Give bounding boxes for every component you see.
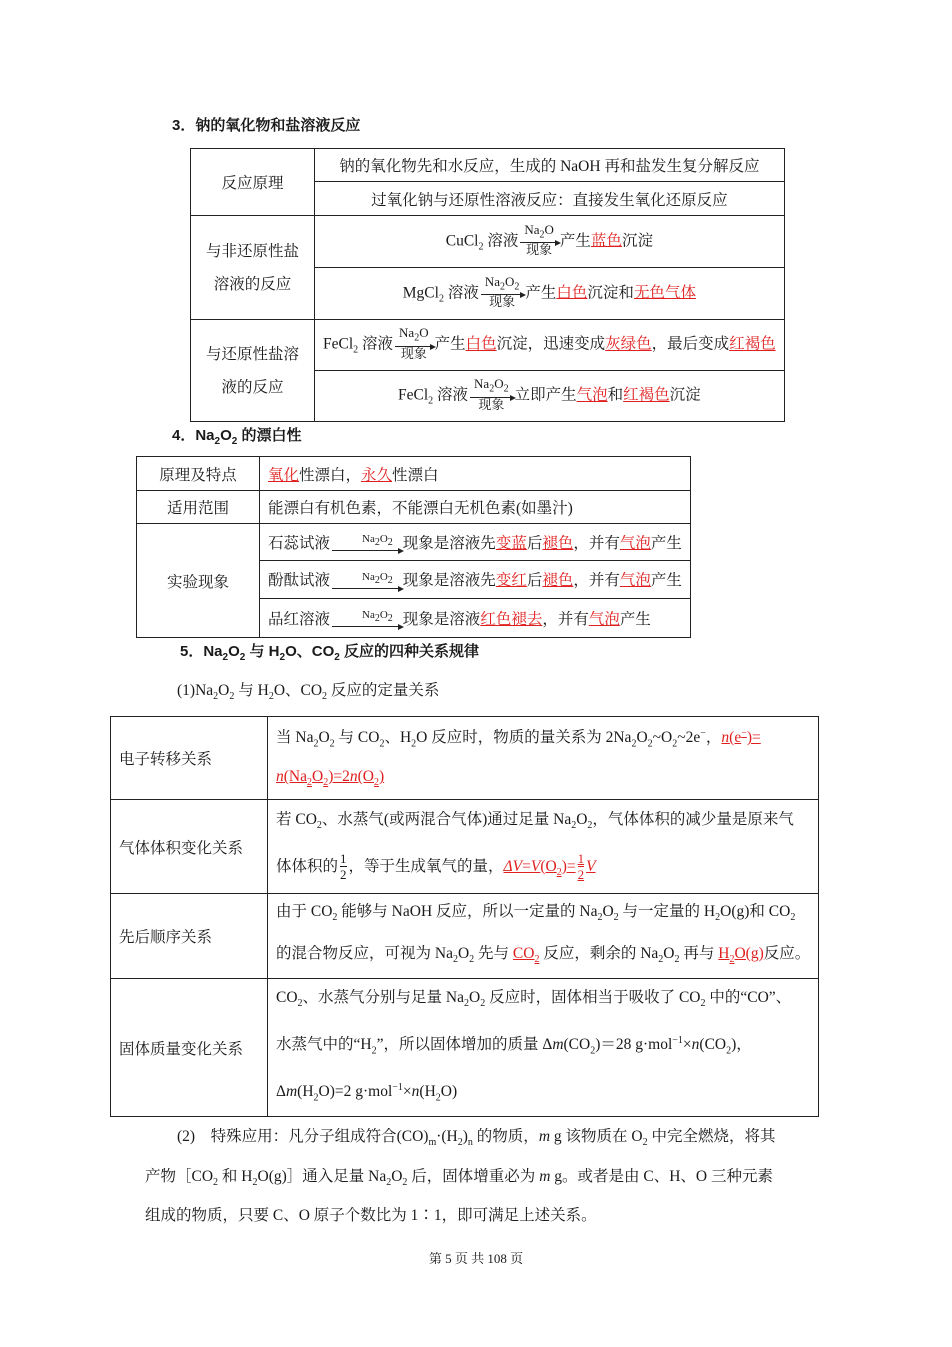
text-run: 5．Na <box>180 643 223 660</box>
text-run: 现象是溶液 <box>402 610 481 628</box>
subscript: 2 <box>478 241 484 253</box>
table-cell <box>315 371 785 422</box>
reaction-arrow <box>332 571 401 589</box>
text-run: 水蒸气中的“H <box>276 1036 372 1054</box>
answer-text: − <box>741 728 747 740</box>
subscript: 2 <box>700 997 706 1009</box>
numerator: 1 <box>340 851 347 867</box>
text-run: 产生 <box>650 572 682 590</box>
subscript: 2 <box>672 738 678 750</box>
text-run: 、H <box>384 729 412 747</box>
text-run: (CO <box>563 1036 591 1054</box>
text-run: 后 <box>526 534 543 552</box>
text-run: 现象是溶液先 <box>402 534 496 552</box>
arrow-condition: 现象 <box>526 242 553 258</box>
table-cell <box>260 599 691 638</box>
subscript: 2 <box>402 1176 408 1188</box>
row-label: 原理及特点 <box>137 457 260 491</box>
subscript: 2 <box>715 911 721 923</box>
answer-text: CO <box>512 944 535 962</box>
reaction-arrow <box>332 533 401 551</box>
row-label: 反应原理 <box>191 149 315 216</box>
text-run: )＝28 g·mol <box>595 1036 673 1054</box>
table-cell <box>315 149 785 182</box>
text-run: O) <box>440 1083 458 1101</box>
subscript: 2 <box>642 1137 648 1149</box>
subscript: 2 <box>480 997 486 1009</box>
page-content <box>0 116 952 1232</box>
answer-text: )= <box>561 857 576 875</box>
answer-text: 氧化 <box>268 466 300 484</box>
text-run: O <box>636 729 648 747</box>
subscript: n <box>467 1137 473 1149</box>
subsection-2-paragraph <box>145 1120 825 1231</box>
text-run: Na <box>399 325 415 341</box>
text-run: 沉淀和 <box>587 284 634 302</box>
subscript: 2 <box>658 953 664 965</box>
answer-text: )=2 <box>328 768 350 786</box>
subscript: 2 <box>279 652 286 663</box>
text-run: 后 <box>526 572 543 590</box>
text-run: O <box>494 376 504 392</box>
subscript: 2 <box>387 537 393 549</box>
text-run: (H <box>419 1083 436 1101</box>
answer-text: 红色褪去 <box>480 610 543 628</box>
subscript: 2 <box>457 1137 463 1149</box>
text-run: 现象是溶液先 <box>402 572 496 590</box>
text-run: O <box>457 944 470 962</box>
text-run: O <box>419 325 429 341</box>
text-run: × <box>682 1036 692 1054</box>
answer-text: V <box>530 857 541 875</box>
text-run: CO <box>276 988 298 1006</box>
text-run: CuCl <box>445 232 479 250</box>
row-label: 先后顺序关系 <box>111 893 268 978</box>
subscript: 2 <box>252 1176 258 1188</box>
answer-text: ) <box>378 768 385 786</box>
text-run: 当 Na <box>276 729 314 747</box>
text-run: Na <box>524 221 540 237</box>
arrow-reagent <box>332 571 401 589</box>
numerator: 1 <box>577 851 585 867</box>
text-run: O <box>379 609 388 622</box>
subscript: 2 <box>414 332 420 344</box>
answer-text: 气泡 <box>619 572 651 590</box>
text-run: 酚酞试液 <box>268 572 331 590</box>
text-run: 中完全燃烧，将其 <box>647 1128 776 1146</box>
text-run: 石蕊试液 <box>268 534 331 552</box>
reaction-arrow <box>520 223 558 257</box>
relations-table <box>110 716 843 1117</box>
row-label: 实验现象 <box>137 524 260 638</box>
text-run: (2) 特殊应用：凡分子组成符合(CO) <box>177 1128 429 1146</box>
text-run: O <box>602 902 614 920</box>
answer-text: 白色 <box>556 284 588 302</box>
answer-text: 2 <box>323 777 329 789</box>
fraction <box>578 851 585 882</box>
text-run: O <box>469 988 481 1006</box>
subscript: 2 <box>213 691 219 703</box>
text-run: n <box>691 1036 700 1054</box>
text-run: 反应的四种关系规律 <box>339 643 479 660</box>
text-run: 溶液 <box>483 232 519 250</box>
table-cell <box>260 561 691 599</box>
text-run: 与一定量的 H <box>618 902 716 920</box>
subscript: 2 <box>587 820 593 832</box>
row-label: 气体体积变化关系 <box>111 800 268 893</box>
answer-text: (O <box>357 768 374 786</box>
arrow-reagent <box>470 377 513 398</box>
answer-text: 永久 <box>361 466 393 484</box>
section-4-title <box>172 426 952 446</box>
answer-text: 蓝色 <box>590 232 622 250</box>
text-run: 反应。 <box>763 944 811 962</box>
text-run: O(g)和 CO <box>720 902 791 920</box>
denominator: 2 <box>577 867 585 883</box>
text-run: 4．Na <box>172 427 215 444</box>
text-run: 立即产生 <box>514 386 577 404</box>
text-run: 再与 <box>679 944 719 962</box>
section-5-title <box>180 642 952 662</box>
subscript: 2 <box>214 436 221 447</box>
table-cell <box>268 717 819 800</box>
answer-text: 褪色 <box>542 534 574 552</box>
answer-text: V <box>586 857 596 875</box>
reaction-arrow <box>481 275 524 309</box>
text-run: 的漂白性 <box>237 427 302 444</box>
text-run: ， <box>705 729 722 747</box>
subscript: 2 <box>438 293 444 305</box>
text-run: 与 H <box>234 682 269 699</box>
text-run: ，最后变成 <box>651 335 730 353</box>
text-run: 产生 <box>650 534 682 552</box>
table-cell <box>268 893 819 978</box>
row-label: 适用范围 <box>137 491 260 524</box>
answer-text: 气泡 <box>576 386 608 404</box>
text-run: 后，固体增重必为 <box>407 1167 540 1185</box>
subscript: 2 <box>674 953 680 965</box>
text-run: 、水蒸气分别与足量 Na <box>302 988 464 1006</box>
text-run: 能漂白有机色素，不能漂白无机色素(如墨汁) <box>268 500 573 517</box>
text-run: 的物质， <box>472 1128 539 1146</box>
text-run: ~2e <box>677 729 701 747</box>
text-run: 由于 CO <box>276 902 333 920</box>
section-3-title: 3．钠的氧化物和盐溶液反应 <box>172 117 361 134</box>
text-run: O)=2 g·mol <box>318 1083 393 1101</box>
text-run: m <box>538 1128 551 1146</box>
text-run: 产物［CO <box>145 1167 214 1185</box>
arrow-reagent <box>520 223 558 244</box>
text-run: 溶液 <box>358 335 394 353</box>
text-run: (CO <box>699 1036 727 1054</box>
text-run: 先与 <box>474 944 513 962</box>
text-run: 溶液 <box>433 386 469 404</box>
subscript: 2 <box>374 613 380 625</box>
text-run: 中的“CO”、 <box>705 988 792 1006</box>
text-run: O <box>379 533 388 546</box>
answer-text: 变蓝 <box>495 534 527 552</box>
text-run: 能够与 NaOH 反应，所以一定量的 Na <box>337 902 598 920</box>
arrow-condition: 现象 <box>400 345 427 361</box>
answer-text: n <box>721 729 730 747</box>
text-run: Δ <box>276 1083 286 1101</box>
text-run: 沉淀，迅速变成 <box>496 335 606 353</box>
text-run: 性漂白 <box>392 466 439 484</box>
text-run: 的混合物反应，可视为 Na <box>276 944 453 962</box>
text-run: (H <box>297 1083 314 1101</box>
subscript: 2 <box>322 691 328 703</box>
text-run: O(g)］通入足量 Na <box>257 1167 387 1185</box>
table-cell <box>315 268 785 320</box>
text-run: ·(H <box>436 1128 458 1146</box>
table-cell <box>315 182 785 216</box>
text-run: O <box>228 643 240 660</box>
answer-text: (e <box>729 729 742 747</box>
answer-text: 2 <box>307 777 312 789</box>
subscript: 2 <box>313 738 319 750</box>
subscript: 2 <box>503 383 509 395</box>
text-run: × <box>402 1083 412 1101</box>
subscript: 2 <box>268 691 274 703</box>
text-run: 与 CO <box>334 729 380 747</box>
subscript: 2 <box>571 820 577 832</box>
subscript: 2 <box>316 820 322 832</box>
text-run: O <box>505 273 515 289</box>
subscript: 2 <box>452 953 458 965</box>
subscript: 2 <box>464 997 469 1009</box>
answer-text: 气泡 <box>588 610 620 628</box>
text-run: 产生 <box>525 284 557 302</box>
subscript: 2 <box>790 911 796 923</box>
text-run: ，并有 <box>573 572 620 590</box>
answer-text: 灰绿色 <box>605 335 652 353</box>
answer-text: )= <box>746 729 761 747</box>
text-run: ，等于生成氧气的量， <box>348 857 504 875</box>
text-run: ~O <box>652 729 673 747</box>
subscript: 2 <box>386 1176 392 1188</box>
text-run: m <box>539 1167 551 1185</box>
subscript: 2 <box>239 652 246 663</box>
text-run: ) <box>462 1128 468 1146</box>
text-run: 钠的氧化物先和水反应，生成的 NaOH 再和盐发生复分解反应 <box>339 158 760 175</box>
subscript: m <box>428 1137 437 1149</box>
subscript: 2 <box>597 911 603 923</box>
table-cell <box>268 800 819 893</box>
arrow-reagent <box>332 533 401 551</box>
arrow-reagent <box>332 609 401 627</box>
text-run: MgCl <box>402 284 439 302</box>
sodium-oxide-salt-table <box>190 148 817 422</box>
subscript: 2 <box>231 436 238 447</box>
reaction-arrow <box>395 326 433 360</box>
subscript: 2 <box>213 1176 219 1188</box>
answer-text: = <box>522 857 531 875</box>
row-label: 与还原性盐溶液的反应 <box>191 320 315 422</box>
subscript: 2 <box>297 997 303 1009</box>
answer-text: H <box>718 944 730 962</box>
answer-text: n <box>276 768 284 786</box>
answer-text: 白色 <box>465 335 497 353</box>
text-run: g。或者是由 C、H、O 三种元素 <box>550 1167 773 1185</box>
answer-text: 2 <box>373 777 379 789</box>
answer-text: ΔV <box>503 857 523 875</box>
answer-text: 2 <box>729 953 735 965</box>
text-run: O <box>576 811 588 829</box>
subscript: 2 <box>334 652 340 663</box>
subscript: 2 <box>332 911 338 923</box>
fraction <box>340 851 347 882</box>
text-run: 若 CO <box>276 811 317 829</box>
reaction-arrow <box>470 377 513 411</box>
answer-text: (O <box>540 857 557 875</box>
subscript: 2 <box>353 344 359 356</box>
text-run: O <box>318 729 330 747</box>
table-cell <box>260 524 691 561</box>
reaction-arrow <box>332 609 401 627</box>
text-run: n <box>411 1083 420 1101</box>
subscript: 2 <box>387 613 393 625</box>
row-label: 与非还原性盐溶液的反应 <box>191 216 315 320</box>
text-run: O <box>663 944 675 962</box>
answer-text: 2 <box>534 953 540 965</box>
text-run: O <box>544 221 554 237</box>
text-run: ”，所以固体增加的质量 Δ <box>376 1036 553 1054</box>
answer-text: 红褐色 <box>623 386 670 404</box>
text-run: O <box>218 682 230 699</box>
text-run: FeCl <box>323 335 354 353</box>
text-run: 、水蒸气(或两混合气体)通过足量 Na <box>321 811 572 829</box>
answer-text: 2 <box>556 866 562 878</box>
text-run: 和 <box>607 386 624 404</box>
text-run: O <box>379 570 388 583</box>
subscript: 2 <box>613 911 619 923</box>
subscript: 2 <box>387 574 393 586</box>
answer-text: 无色气体 <box>633 284 696 302</box>
subscript: 2 <box>371 1045 377 1057</box>
arrow-reagent <box>481 275 524 296</box>
answer-text: O <box>312 768 324 786</box>
subscript: 2 <box>489 383 495 395</box>
text-run: (1)Na <box>177 682 214 699</box>
text-run: m <box>552 1036 564 1054</box>
subscript: 2 <box>539 229 545 241</box>
text-run: Na <box>362 570 375 583</box>
text-run: 与 H <box>245 643 280 660</box>
text-run: 反应的定量关系 <box>327 682 440 699</box>
subscript: 2 <box>514 281 520 293</box>
text-run: Na <box>362 533 375 546</box>
text-run: O <box>391 1167 403 1185</box>
denominator: 2 <box>340 867 347 883</box>
text-run: O 反应时，物质的量关系为 2Na <box>416 729 632 747</box>
text-run: Na <box>484 273 500 289</box>
answer-text: 变红 <box>495 572 527 590</box>
text-run: 产生 <box>559 232 591 250</box>
text-run: Na <box>474 376 490 392</box>
text-run: 过氧化钠与还原性溶液反应：直接发生氧化还原反应 <box>371 191 728 209</box>
answer-text: 褪色 <box>542 572 574 590</box>
text-run: ，气体体积的减少量是原来气 <box>592 811 794 829</box>
subscript: 2 <box>500 281 505 293</box>
text-run: ，并有 <box>573 534 620 552</box>
subscript: 2 <box>428 395 434 407</box>
table-cell <box>315 320 785 371</box>
arrow-condition: 现象 <box>489 294 516 310</box>
subscript: 2 <box>726 1045 732 1057</box>
answer-text: O(g) <box>734 944 764 962</box>
table-cell <box>260 457 691 491</box>
row-label: 电子转移关系 <box>111 717 268 800</box>
bleaching-table <box>136 456 817 638</box>
table-cell <box>268 978 819 1117</box>
subscript: 2 <box>329 738 335 750</box>
subscript: 2 <box>411 738 417 750</box>
text-run: 产生 <box>619 610 651 628</box>
subscript: 2 <box>590 1045 596 1057</box>
text-run: m <box>285 1083 298 1101</box>
subscript: 2 <box>469 953 475 965</box>
subscript: 2 <box>374 574 380 586</box>
subscript: 2 <box>222 652 229 663</box>
text-run: 性漂白， <box>299 466 362 484</box>
text-run: Na <box>362 609 375 622</box>
text-run: O <box>220 427 232 444</box>
answer-text: n <box>349 768 358 786</box>
text-run: 和 H <box>218 1167 253 1185</box>
text-run: ，并有 <box>542 610 589 628</box>
page-footer: 第 5 页 共 108 页 <box>428 1251 524 1266</box>
subscript: 2 <box>313 1092 319 1104</box>
text-run: 体体积的 <box>276 857 339 875</box>
subscript: 2 <box>379 738 385 750</box>
arrow-condition: 现象 <box>478 396 505 412</box>
subscript: 2 <box>229 691 235 703</box>
subsection-1-title <box>177 680 952 708</box>
text-run: g 该物质在 O <box>550 1128 643 1146</box>
text-run: O、CO <box>285 643 335 660</box>
text-run: 品红溶液 <box>268 610 331 628</box>
text-run: 沉淀 <box>621 232 653 250</box>
row-label: 固体质量变化关系 <box>111 978 268 1117</box>
answer-text: 气泡 <box>619 534 651 552</box>
subscript: 2 <box>631 738 637 750</box>
table-cell <box>315 216 785 268</box>
text-run: 溶液 <box>443 284 479 302</box>
superscript: − <box>700 728 706 740</box>
text-run: O、CO <box>273 682 323 699</box>
superscript: −1 <box>672 1034 683 1046</box>
table-cell <box>260 491 691 524</box>
answer-text: (Na <box>283 768 307 786</box>
text-run: 组成的物质，只要 C、O 原子个数比为 1∶1，即可满足上述关系。 <box>145 1206 597 1224</box>
text-run: FeCl <box>398 386 429 404</box>
answer-text: 红褐色 <box>729 335 776 353</box>
text-run: 反应时，固体相当于吸收了 CO <box>485 988 701 1006</box>
text-run: 反应，剩余的 Na <box>539 944 659 962</box>
text-run: )， <box>731 1036 752 1054</box>
subscript: 2 <box>435 1092 441 1104</box>
text-run: 产生 <box>434 335 466 353</box>
subscript: 2 <box>374 537 380 549</box>
subscript: 2 <box>647 738 653 750</box>
text-run: 沉淀 <box>669 386 701 404</box>
superscript: −1 <box>392 1082 403 1094</box>
arrow-reagent <box>395 326 433 347</box>
